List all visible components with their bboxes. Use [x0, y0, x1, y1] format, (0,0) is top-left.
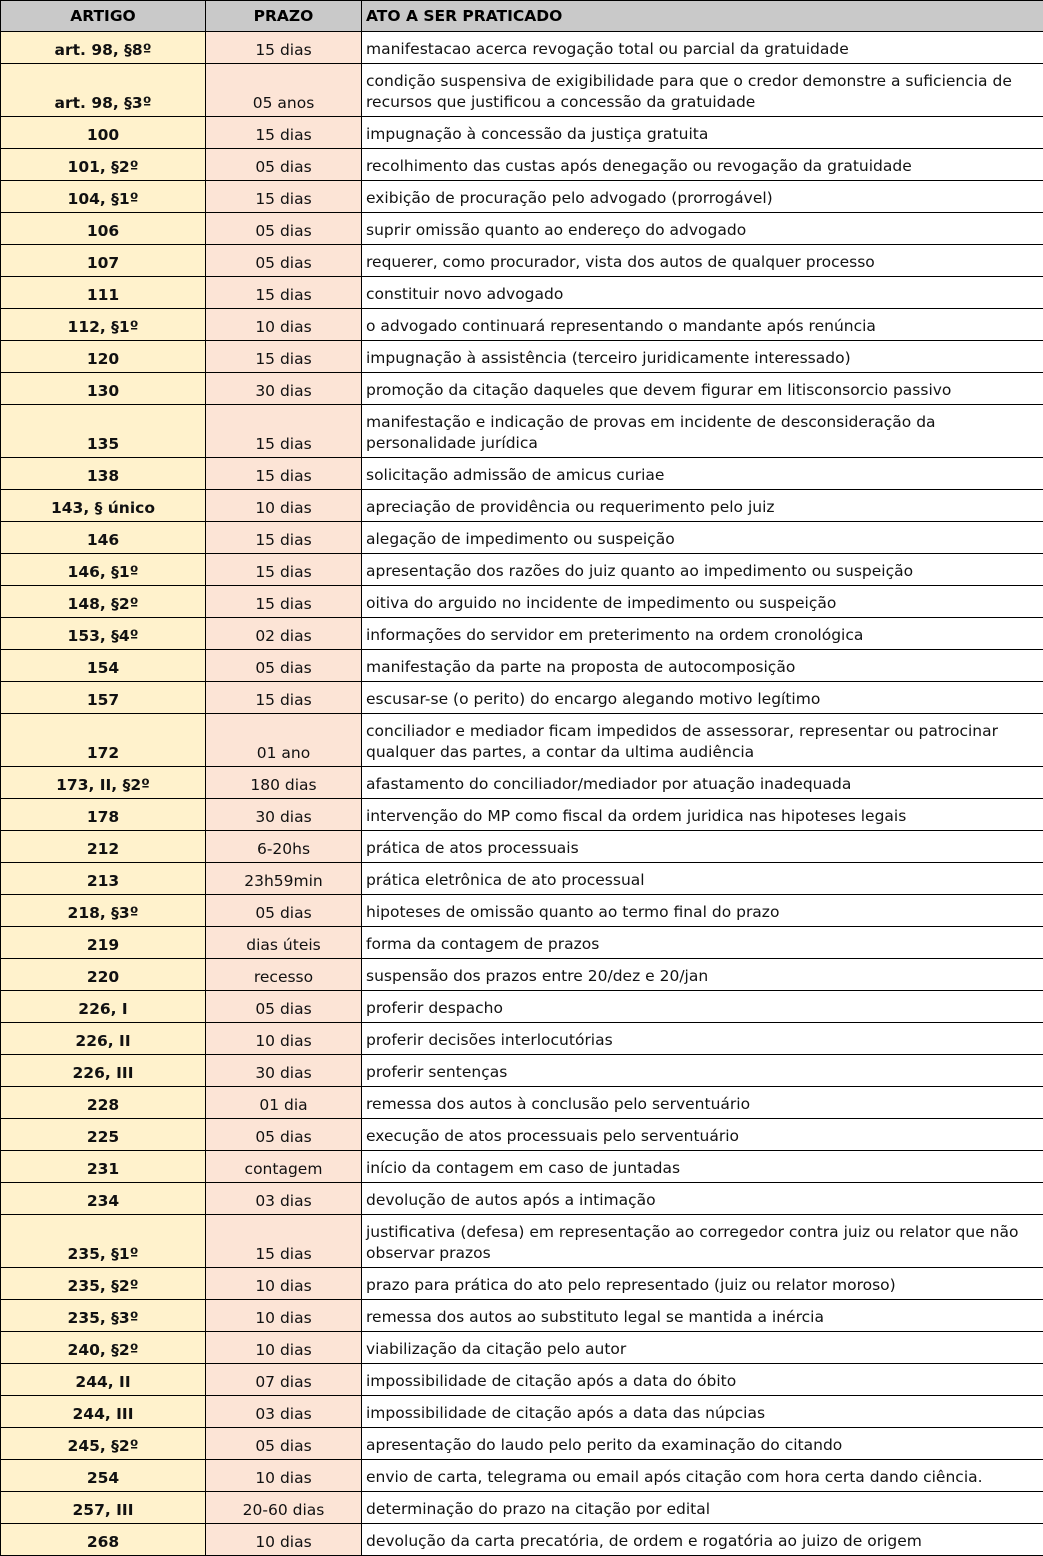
prazo-cell: 05 anos: [206, 64, 362, 117]
artigo-cell: 225: [1, 1119, 206, 1151]
ato-cell: prática de atos processuais: [362, 831, 1043, 863]
prazo-cell: 15 dias: [206, 522, 362, 554]
ato-cell: envio de carta, telegrama ou email após citação com hora certa dando ciência.: [362, 1460, 1043, 1492]
prazo-cell: 03 dias: [206, 1396, 362, 1428]
prazo-cell: 6-20hs: [206, 831, 362, 863]
prazo-cell: dias úteis: [206, 927, 362, 959]
prazo-cell: 07 dias: [206, 1364, 362, 1396]
ato-cell: proferir despacho: [362, 991, 1043, 1023]
ato-cell: escusar-se (o perito) do encargo alegando motivo legítimo: [362, 682, 1043, 714]
prazo-cell: 15 dias: [206, 341, 362, 373]
header-artigo: ARTIGO: [1, 1, 206, 32]
prazo-cell: 10 dias: [206, 1023, 362, 1055]
artigo-cell: 146: [1, 522, 206, 554]
artigo-cell: art. 98, §8º: [1, 32, 206, 64]
table-row: [1, 245, 1043, 277]
prazo-cell: 15 dias: [206, 586, 362, 618]
artigo-cell: 235, §3º: [1, 1300, 206, 1332]
prazo-cell: 10 dias: [206, 1300, 362, 1332]
ato-cell: execução de atos processuais pelo serventuário: [362, 1119, 1043, 1151]
artigo-cell: 173, II, §2º: [1, 767, 206, 799]
artigo-cell: 235, §2º: [1, 1268, 206, 1300]
artigo-cell: 254: [1, 1460, 206, 1492]
table-header: [1, 1, 1043, 32]
ato-cell: devolução da carta precatória, de ordem e rogatória ao juizo de origem: [362, 1524, 1043, 1556]
prazo-cell: 15 dias: [206, 32, 362, 64]
prazo-cell: 10 dias: [206, 1460, 362, 1492]
artigo-cell: 268: [1, 1524, 206, 1556]
ato-cell: constituir novo advogado: [362, 277, 1043, 309]
table-row: [1, 1332, 1043, 1364]
header-ato: ATO A SER PRATICADO: [362, 1, 1043, 32]
table-row: [1, 405, 1043, 458]
table-row: [1, 1300, 1043, 1332]
prazo-cell: 15 dias: [206, 405, 362, 458]
prazo-cell: 05 dias: [206, 1428, 362, 1460]
prazo-cell: 30 dias: [206, 1055, 362, 1087]
ato-cell: remessa dos autos à conclusão pelo serventuário: [362, 1087, 1043, 1119]
prazo-cell: 15 dias: [206, 1215, 362, 1268]
prazo-cell: 05 dias: [206, 650, 362, 682]
prazo-cell: 05 dias: [206, 213, 362, 245]
table-row: [1, 1023, 1043, 1055]
prazo-cell: 23h59min: [206, 863, 362, 895]
table-row: [1, 1215, 1043, 1268]
prazo-cell: 10 dias: [206, 309, 362, 341]
ato-cell: remessa dos autos ao substituto legal se mantida a inércia: [362, 1300, 1043, 1332]
ato-cell: apresentação dos razões do juiz quanto ao impedimento ou suspeição: [362, 554, 1043, 586]
prazo-cell: 10 dias: [206, 490, 362, 522]
ato-cell: suspensão dos prazos entre 20/dez e 20/jan: [362, 959, 1043, 991]
artigo-cell: 228: [1, 1087, 206, 1119]
artigo-cell: 226, I: [1, 991, 206, 1023]
ato-cell: requerer, como procurador, vista dos autos de qualquer processo: [362, 245, 1043, 277]
prazo-cell: 20-60 dias: [206, 1492, 362, 1524]
ato-cell: suprir omissão quanto ao endereço do advogado: [362, 213, 1043, 245]
ato-cell: informações do servidor em preterimento na ordem cronológica: [362, 618, 1043, 650]
table-row: [1, 1492, 1043, 1524]
ato-cell: início da contagem em caso de juntadas: [362, 1151, 1043, 1183]
artigo-cell: 104, §1º: [1, 181, 206, 213]
ato-cell: prazo para prática do ato pelo representado (juiz ou relator moroso): [362, 1268, 1043, 1300]
table-row: [1, 586, 1043, 618]
table-row: [1, 1119, 1043, 1151]
prazo-cell: 03 dias: [206, 1183, 362, 1215]
table-row: [1, 799, 1043, 831]
prazo-cell: 10 dias: [206, 1524, 362, 1556]
prazo-cell: 05 dias: [206, 991, 362, 1023]
ato-cell: devolução de autos após a intimação: [362, 1183, 1043, 1215]
prazo-cell: 15 dias: [206, 554, 362, 586]
artigo-cell: 143, § único: [1, 490, 206, 522]
artigo-cell: 245, §2º: [1, 1428, 206, 1460]
prazo-cell: 15 dias: [206, 682, 362, 714]
prazo-cell: 15 dias: [206, 458, 362, 490]
artigo-cell: 111: [1, 277, 206, 309]
prazo-cell: 05 dias: [206, 1119, 362, 1151]
artigo-cell: 146, §1º: [1, 554, 206, 586]
ato-cell: proferir decisões interlocutórias: [362, 1023, 1043, 1055]
table-row: [1, 863, 1043, 895]
ato-cell: determinação do prazo na citação por edital: [362, 1492, 1043, 1524]
table-row: [1, 650, 1043, 682]
artigo-cell: 234: [1, 1183, 206, 1215]
table-row: [1, 895, 1043, 927]
table-row: [1, 64, 1043, 117]
prazo-cell: 15 dias: [206, 181, 362, 213]
table-row: [1, 831, 1043, 863]
table-row: [1, 458, 1043, 490]
table-row: [1, 618, 1043, 650]
ato-cell: impossibilidade de citação após a data das núpcias: [362, 1396, 1043, 1428]
artigo-cell: 157: [1, 682, 206, 714]
header-row: [1, 1, 1043, 32]
prazo-cell: recesso: [206, 959, 362, 991]
artigo-cell: 212: [1, 831, 206, 863]
ato-cell: condição suspensiva de exigibilidade para que o credor demonstre a suficiencia de recursos que justificou a concessão da gratuidade: [362, 64, 1043, 117]
prazo-cell: 01 dia: [206, 1087, 362, 1119]
table-row: [1, 213, 1043, 245]
ato-cell: afastamento do conciliador/mediador por atuação inadequada: [362, 767, 1043, 799]
table-row: [1, 554, 1043, 586]
prazo-cell: 30 dias: [206, 799, 362, 831]
prazo-cell: 05 dias: [206, 149, 362, 181]
artigo-cell: 244, III: [1, 1396, 206, 1428]
ato-cell: impossibilidade de citação após a data do óbito: [362, 1364, 1043, 1396]
artigo-cell: 107: [1, 245, 206, 277]
prazo-cell: 02 dias: [206, 618, 362, 650]
table-row: [1, 1183, 1043, 1215]
table-row: [1, 149, 1043, 181]
table-row: [1, 341, 1043, 373]
ato-cell: viabilização da citação pelo autor: [362, 1332, 1043, 1364]
artigo-cell: 244, II: [1, 1364, 206, 1396]
table-body: [1, 32, 1043, 1556]
ato-cell: alegação de impedimento ou suspeição: [362, 522, 1043, 554]
ato-cell: prática eletrônica de ato processual: [362, 863, 1043, 895]
table-row: [1, 714, 1043, 767]
artigo-cell: 120: [1, 341, 206, 373]
prazo-cell: 30 dias: [206, 373, 362, 405]
table-row: [1, 1268, 1043, 1300]
artigo-cell: 100: [1, 117, 206, 149]
artigo-cell: 130: [1, 373, 206, 405]
table-row: [1, 1524, 1043, 1556]
ato-cell: forma da contagem de prazos: [362, 927, 1043, 959]
artigo-cell: 178: [1, 799, 206, 831]
ato-cell: impugnação à assistência (terceiro juridicamente interessado): [362, 341, 1043, 373]
table-row: [1, 117, 1043, 149]
table-row: [1, 1055, 1043, 1087]
ato-cell: exibição de procuração pelo advogado (prorrogável): [362, 181, 1043, 213]
prazo-cell: 10 dias: [206, 1268, 362, 1300]
artigo-cell: 220: [1, 959, 206, 991]
artigo-cell: 148, §2º: [1, 586, 206, 618]
artigo-cell: 226, III: [1, 1055, 206, 1087]
table-row: [1, 1087, 1043, 1119]
artigo-cell: 138: [1, 458, 206, 490]
artigo-cell: 154: [1, 650, 206, 682]
header-prazo: PRAZO: [206, 1, 362, 32]
prazo-cell: 05 dias: [206, 245, 362, 277]
artigo-cell: 172: [1, 714, 206, 767]
table-row: [1, 1428, 1043, 1460]
ato-cell: apresentação do laudo pelo perito da examinação do citando: [362, 1428, 1043, 1460]
ato-cell: hipoteses de omissão quanto ao termo final do prazo: [362, 895, 1043, 927]
ato-cell: impugnação à concessão da justiça gratuita: [362, 117, 1043, 149]
ato-cell: manifestação da parte na proposta de autocomposição: [362, 650, 1043, 682]
table-row: [1, 767, 1043, 799]
ato-cell: o advogado continuará representando o mandante após renúncia: [362, 309, 1043, 341]
ato-cell: intervenção do MP como fiscal da ordem juridica nas hipoteses legais: [362, 799, 1043, 831]
artigo-cell: 226, II: [1, 1023, 206, 1055]
table-row: [1, 1364, 1043, 1396]
prazo-cell: 10 dias: [206, 1332, 362, 1364]
artigo-cell: 106: [1, 213, 206, 245]
artigo-cell: 235, §1º: [1, 1215, 206, 1268]
ato-cell: solicitação admissão de amicus curiae: [362, 458, 1043, 490]
prazo-cell: 15 dias: [206, 277, 362, 309]
table-row: [1, 991, 1043, 1023]
artigo-cell: 213: [1, 863, 206, 895]
artigo-cell: 218, §3º: [1, 895, 206, 927]
artigo-cell: 240, §2º: [1, 1332, 206, 1364]
artigo-cell: 257, III: [1, 1492, 206, 1524]
prazo-cell: 15 dias: [206, 117, 362, 149]
artigo-cell: 135: [1, 405, 206, 458]
artigo-cell: art. 98, §3º: [1, 64, 206, 117]
ato-cell: apreciação de providência ou requerimento pelo juiz: [362, 490, 1043, 522]
table-row: [1, 927, 1043, 959]
ato-cell: proferir sentenças: [362, 1055, 1043, 1087]
table-row: [1, 522, 1043, 554]
artigo-cell: 231: [1, 1151, 206, 1183]
artigo-cell: 153, §4º: [1, 618, 206, 650]
table-row: [1, 181, 1043, 213]
ato-cell: oitiva do arguido no incidente de impedimento ou suspeição: [362, 586, 1043, 618]
table-row: [1, 1396, 1043, 1428]
table-row: [1, 490, 1043, 522]
prazo-cell: contagem: [206, 1151, 362, 1183]
table-row: [1, 1151, 1043, 1183]
table-row: [1, 277, 1043, 309]
ato-cell: manifestação e indicação de provas em incidente de desconsideração da personalidade jurídica: [362, 405, 1043, 458]
prazo-cell: 180 dias: [206, 767, 362, 799]
artigo-cell: 112, §1º: [1, 309, 206, 341]
ato-cell: manifestacao acerca revogação total ou parcial da gratuidade: [362, 32, 1043, 64]
ato-cell: justificativa (defesa) em representação ao corregedor contra juiz ou relator que não observar prazos: [362, 1215, 1043, 1268]
table-row: [1, 309, 1043, 341]
table-row: [1, 32, 1043, 64]
table-row: [1, 682, 1043, 714]
table-row: [1, 1460, 1043, 1492]
prazo-cell: 01 ano: [206, 714, 362, 767]
ato-cell: conciliador e mediador ficam impedidos de assessorar, representar ou patrocinar qualquer das partes, a contar da ultima audiência: [362, 714, 1043, 767]
artigo-cell: 219: [1, 927, 206, 959]
artigo-cell: 101, §2º: [1, 149, 206, 181]
table-row: [1, 373, 1043, 405]
ato-cell: promoção da citação daqueles que devem figurar em litisconsorcio passivo: [362, 373, 1043, 405]
prazo-cell: 05 dias: [206, 895, 362, 927]
ato-cell: recolhimento das custas após denegação ou revogação da gratuidade: [362, 149, 1043, 181]
table-row: [1, 959, 1043, 991]
